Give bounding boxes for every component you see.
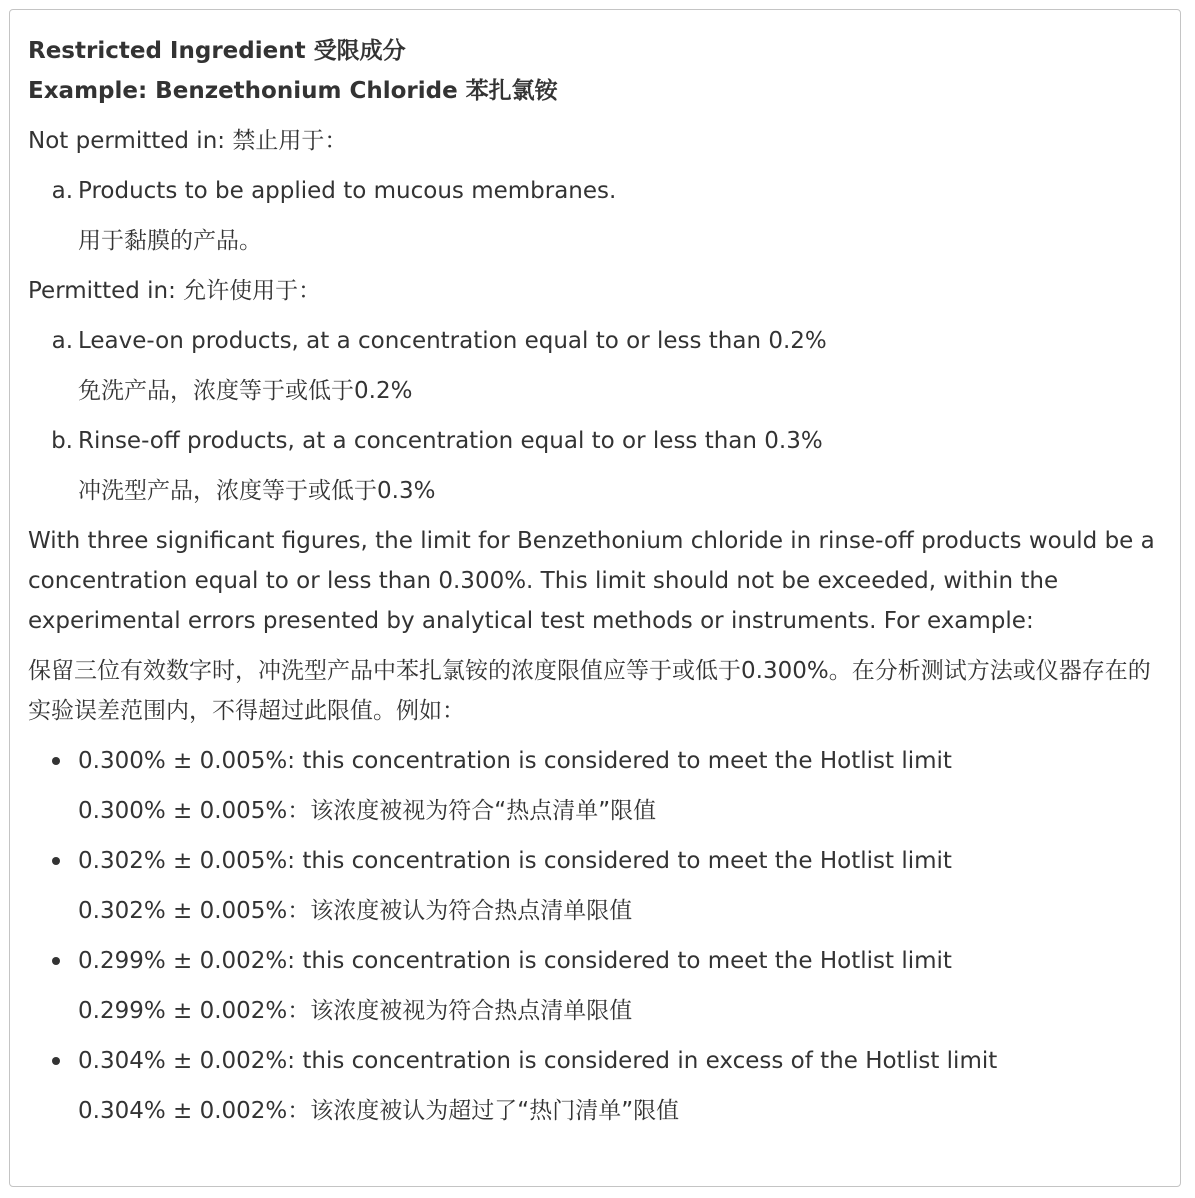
example-en: 0.304% ± 0.002%: this concentration is considered in excess of the Hotlist limit [78, 1048, 998, 1074]
list-item [28, 741, 1162, 831]
list-item [28, 171, 1162, 261]
list-item-zh: 免洗产品，浓度等于或低于0.2% [78, 378, 413, 404]
permitted-list [28, 321, 1162, 511]
list-item-zh: 用于黏膜的产品。 [78, 228, 262, 254]
list-marker: a. [51, 328, 73, 354]
bullet-icon [52, 957, 60, 965]
explanation-en: With three significant figures, the limit for Benzethonium chloride in rinse-off products would be a concentration equal to or less than 0.300%. This limit should not be exceeded, within the experimental errors presented by analytical test methods or instruments. For example: [28, 528, 1155, 634]
list-item-en: Products to be applied to mucous membranes. [78, 178, 617, 204]
heading-line-1: Restricted Ingredient 受限成分 [28, 38, 406, 64]
example-en: 0.300% ± 0.005%: this concentration is considered to meet the Hotlist limit [78, 748, 952, 774]
bullet-icon [52, 757, 60, 765]
list-marker: a. [51, 178, 73, 204]
not-permitted-label: Not permitted in: 禁止用于： [28, 128, 348, 154]
list-item-en: Rinse-off products, at a concentration equal to or less than 0.3% [78, 428, 823, 454]
example-zh: 0.302% ± 0.005%：该浓度被认为符合热点清单限值 [78, 898, 633, 924]
list-item [28, 941, 1162, 1031]
explanation-zh: 保留三位有效数字时，冲洗型产品中苯扎氯铵的浓度限值应等于或低于0.300%。在分析测试方法或仪器存在的实验误差范围内，不得超过此限值。例如： [28, 658, 1151, 724]
example-zh: 0.299% ± 0.002%：该浓度被视为符合热点清单限值 [78, 998, 633, 1024]
not-permitted-list [28, 171, 1162, 261]
example-en: 0.299% ± 0.002%: this concentration is considered to meet the Hotlist limit [78, 948, 952, 974]
bullet-icon [52, 857, 60, 865]
list-item [28, 321, 1162, 411]
list-item [28, 1041, 1162, 1131]
example-zh: 0.304% ± 0.002%：该浓度被认为超过了“热门清单”限值 [78, 1098, 680, 1124]
bullet-icon [52, 1057, 60, 1065]
list-marker: b. [51, 428, 73, 454]
permitted-label: Permitted in: 允许使用于： [28, 278, 322, 304]
list-item-zh: 冲洗型产品，浓度等于或低于0.3% [78, 478, 436, 504]
content-card [9, 9, 1181, 1187]
list-item [28, 421, 1162, 511]
list-item-en: Leave-on products, at a concentration equal to or less than 0.2% [78, 328, 827, 354]
list-item [28, 841, 1162, 931]
examples-list [28, 741, 1162, 1131]
example-zh: 0.300% ± 0.005%：该浓度被视为符合“热点清单”限值 [78, 798, 657, 824]
example-en: 0.302% ± 0.005%: this concentration is considered to meet the Hotlist limit [78, 848, 952, 874]
heading-line-2: Example: Benzethonium Chloride 苯扎氯铵 [28, 78, 558, 104]
